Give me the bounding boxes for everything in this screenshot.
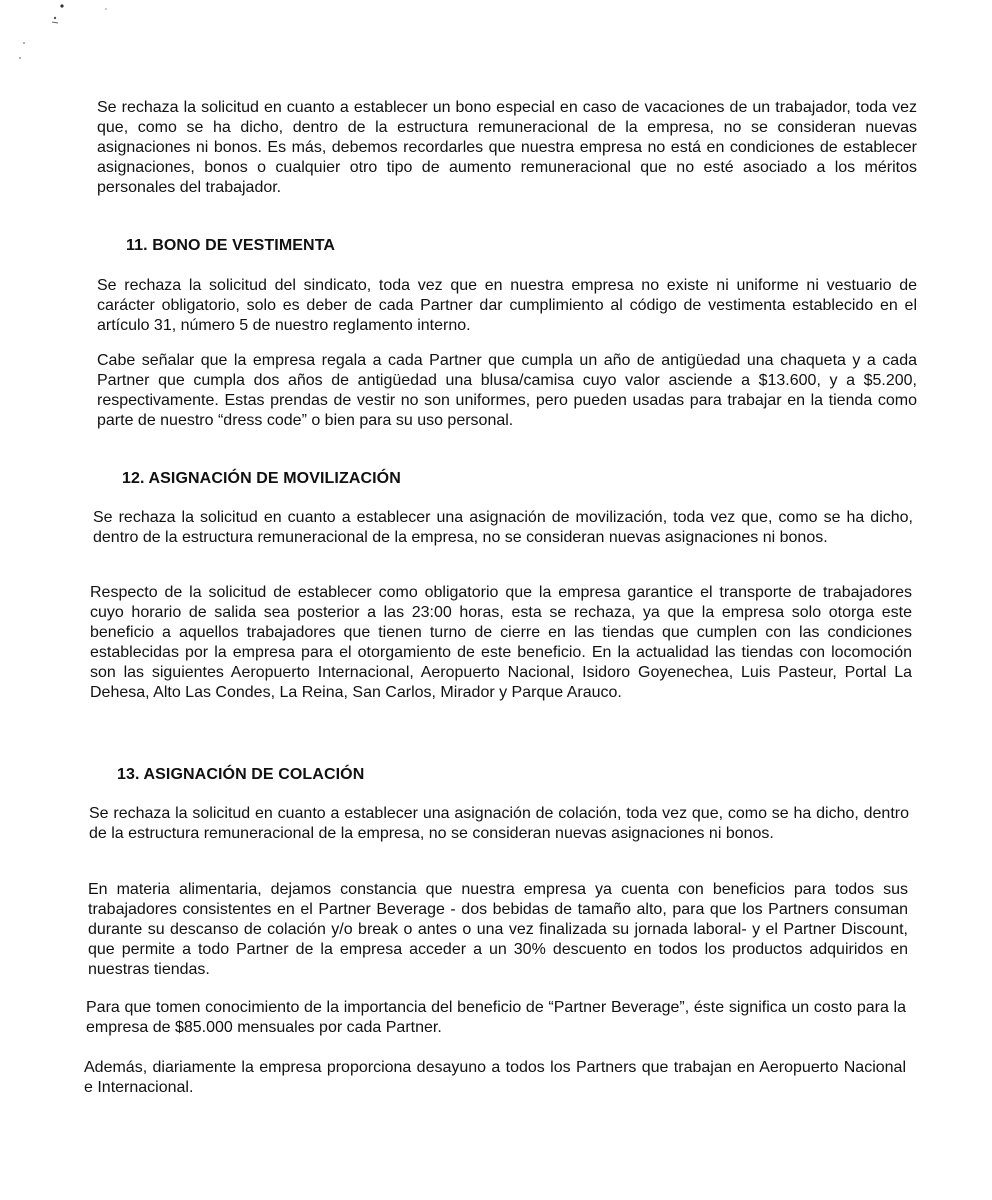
paragraph-partner-beverage-costo: Para que tomen conocimiento de la importancia del beneficio de “Partner Beverage”, éste significa un costo para la empresa de $85.000 mensuales por cada Partner. [86, 999, 906, 1036]
paragraph-colacion-rechazo: Se rechaza la solicitud en cuanto a establecer una asignación de colación, toda vez que, como se ha dicho, dentro de la estructura remuneracional de la empresa, no se consideran nuevas asignaciones ni bonos. [89, 805, 909, 842]
heading-movilizacion: 12. ASIGNACIÓN DE MOVILIZACIÓN [122, 470, 401, 487]
paragraph-alimentaria: En materia alimentaria, dejamos constancia que nuestra empresa ya cuenta con beneficios para todos sus trabajadores consistentes en el Partner Beverage - dos bebidas de tamaño alto, para que los Partners consuman durante su descanso de colación y/o break o antes o una vez finalizada su jornada laboral- y el Partner Discount, que permite a todo Partner de la empresa acceder a un 30% descuento en todos los productos adquiridos en nuestras tiendas. [88, 881, 908, 978]
scan-specks [0, 0, 120, 70]
paragraph-transporte: Respecto de la solicitud de establecer como obligatorio que la empresa garantice el transporte de trabajadores cuyo horario de salida sea posterior a las 23:00 horas, esta se rechaza, ya que la empresa solo otorga este beneficio a aquellos trabajadores que tienen turno de cierre en las tiendas que cumplen con las condiciones establecidas por la empresa para el otorgamiento de este beneficio. En la actualidad las tiendas con locomoción son las siguientes Aeropuerto Internacional, Aeropuerto Nacional, Isidoro Goyenechea, Luis Pasteur, Portal La Dehesa, Alto Las Condes, La Reina, San Carlos, Mirador y Parque Arauco. [90, 584, 912, 701]
paragraph-vacaciones: Se rechaza la solicitud en cuanto a establecer un bono especial en caso de vacaciones de un trabajador, toda vez que, como se ha dicho, dentro de la estructura remuneracional de la empresa, no se consideran nuevas asignaciones ni bonos. Es más, debemos recordarles que nuestra empresa no está en condiciones de establecer asignaciones, bonos o cualquier otro tipo de aumento remuneracional que no esté asociado a los méritos personales del trabajador. [97, 99, 917, 196]
paragraph-vestimenta-regalo: Cabe señalar que la empresa regala a cada Partner que cumpla un año de antigüedad una chaqueta y a cada Partner que cumpla dos años de antigüedad una blusa/camisa cuyo valor asciende a $13.600, y a $5.200, respectivamente. Estas prendas de vestir no son uniformes, pero pueden usadas para trabajar en la tienda como parte de nuestro “dress code” o bien para su uso personal. [97, 352, 917, 429]
paragraph-desayuno: Además, diariamente la empresa proporciona desayuno a todos los Partners que trabajan en Aeropuerto Nacional e Internacional. [84, 1059, 906, 1096]
heading-bono-vestimenta: 11. BONO DE VESTIMENTA [126, 237, 336, 254]
paragraph-vestimenta-rechazo: Se rechaza la solicitud del sindicato, toda vez que en nuestra empresa no existe ni uniforme ni vestuario de carácter obligatorio, solo es deber de cada Partner dar cumplimiento al código de vestimenta establecido en el artículo 31, número 5 de nuestro reglamento interno. [97, 277, 917, 334]
heading-colacion: 13. ASIGNACIÓN DE COLACIÓN [117, 766, 365, 783]
paragraph-movilizacion-rechazo: Se rechaza la solicitud en cuanto a establecer una asignación de movilización, toda vez que, como se ha dicho, dentro de la estructura remuneracional de la empresa, no se consideran nuevas asignaciones ni bonos. [93, 509, 913, 546]
